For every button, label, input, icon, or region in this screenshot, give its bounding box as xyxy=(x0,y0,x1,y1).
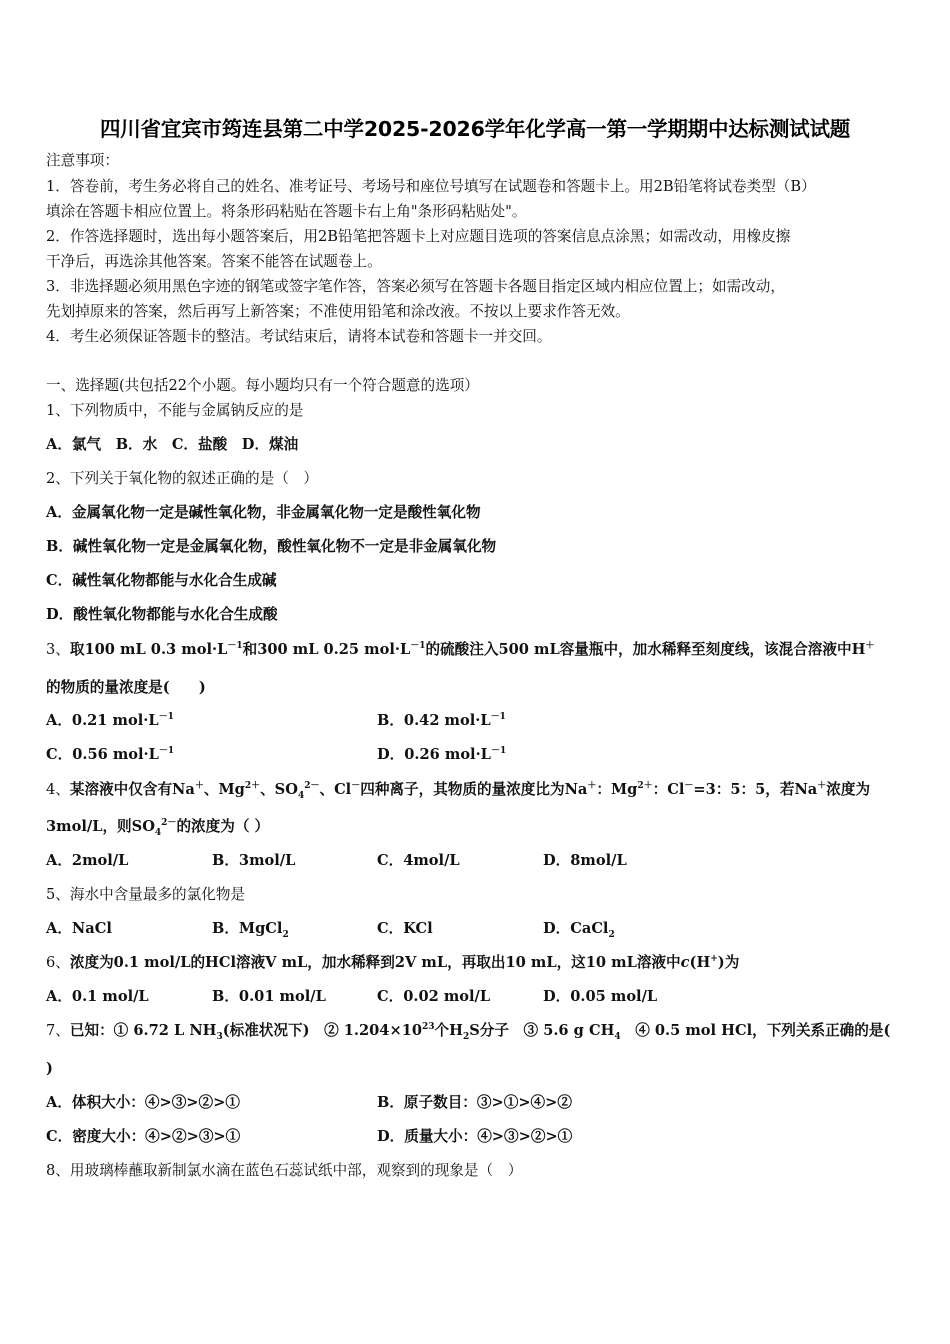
question-3-option-d: D．0.26 $mol\cdot L^{-1}$ xyxy=(377,746,507,763)
question-4-option-d: D．8mol/L xyxy=(543,852,627,869)
question-2-option-a: A．金属氧化物一定是碱性氧化物，非金属氧化物一定是酸性氧化物 xyxy=(46,504,481,521)
question-4-option-a: A．2mol/L xyxy=(46,852,129,869)
question-3-option-a: A．0.21 $mol\cdot L^{-1}$ xyxy=(46,712,174,729)
question-4-stem-line2: 3mol/L，则$SO_4^{2-}$的浓度为（ ） xyxy=(46,818,270,838)
question-2-option-c: C．碱性氧化物都能与水化合生成碱 xyxy=(46,572,277,589)
question-7-stem-line2: ) xyxy=(46,1060,53,1077)
question-4-option-c: C．4mol/L xyxy=(377,852,460,869)
question-7-option-a: A．体积大小：④>③>②>① xyxy=(46,1094,240,1111)
notice-heading: 注意事项： xyxy=(46,152,119,169)
question-4-stem: 4、某溶液中仅含有Na＋、$Mg^{2+}$、$SO_4^{2-}$、Cl－四种离子，其物质的量浓度比为Na＋：$Mg^{2+}$：Cl－=3：5：5，若Na＋浓度为 xyxy=(46,781,871,801)
question-1-stem: 1、下列物质中，不能与金属钠反应的是 xyxy=(46,402,304,419)
question-3-stem: 3、取100 mL 0.3 $mol\cdot L^{-1}$和300 mL 0.25 $mol\cdot L^{-1}$的硫酸注入500 mL容量瓶中，加水稀释至刻度线，该混合溶液中H＋ xyxy=(46,641,875,658)
question-8-stem: 8、用玻璃棒蘸取新制氯水滴在蓝色石蕊试纸中部，观察到的现象是（ ） xyxy=(46,1162,523,1179)
question-7-option-d: D．质量大小：④>③>②>① xyxy=(377,1128,573,1145)
section-heading: 一、选择题(共包括22个小题。每小题均只有一个符合题意的选项） xyxy=(46,377,479,394)
question-6-option-d: D．0.05 mol/L xyxy=(543,988,658,1005)
question-5-option-d: D．CaCl$_2$ xyxy=(543,920,615,940)
notice-line: 1．答卷前，考生务必将自己的姓名、准考证号、考场号和座位号填写在试题卷和答题卡上。用2B铅笔将试卷类型（B） xyxy=(46,178,816,195)
question-6-option-b: B．0.01 mol/L xyxy=(212,988,326,1005)
question-3-option-b: B．0.42 $mol\cdot L^{-1}$ xyxy=(377,712,506,729)
notice-line: 3．非选择题必须用黑色字迹的钢笔或签字笔作答，答案必须写在答题卡各题目指定区域内相应位置上；如需改动， xyxy=(46,278,785,295)
notice-line: 4．考生必须保证答题卡的整洁。考试结束后，请将本试卷和答题卡一并交回。 xyxy=(46,328,552,345)
question-4-option-b: B．3mol/L xyxy=(212,852,296,869)
notice-line: 2．作答选择题时，选出每小题答案后，用2B铅笔把答题卡上对应题目选项的答案信息点涂黑；如需改动，用橡皮擦 xyxy=(46,228,791,245)
question-3-stem-line2: 的物质的量浓度是( ) xyxy=(46,679,206,696)
question-6-stem: 6、浓度为0.1 mol/L的HCl溶液V mL，加水稀释到2V mL，再取出10 mL，这10 mL溶液中c(H+)为 xyxy=(46,954,740,971)
page-title: 四川省宜宾市筠连县第二中学2025-2026学年化学高一第一学期期中达标测试试题 xyxy=(99,117,851,141)
question-6-option-a: A．0.1 mol/L xyxy=(46,988,149,1005)
question-2-option-d: D．酸性氧化物都能与水化合生成酸 xyxy=(46,606,278,623)
question-7-stem: 7、已知：① 6.72 L $NH_3$(标准状况下) ② $1.204\times 10^{23}$个$H_2S$分子 ③ 5.6 g $CH_4$ ④ 0.5 mol HCl，下列关系正确的是( xyxy=(46,1022,891,1042)
question-5-option-a: A．NaCl xyxy=(46,920,112,937)
notice-line: 填涂在答题卡相应位置上。将条形码粘贴在答题卡右上角"条形码粘贴处"。 xyxy=(46,203,527,220)
question-3-option-c: C．0.56 $mol\cdot L^{-1}$ xyxy=(46,746,175,763)
question-5-option-c: C．KCl xyxy=(377,920,433,937)
question-5-option-b: B．MgCl$_2$ xyxy=(212,920,289,940)
notice-line: 干净后，再选涂其他答案。答案不能答在试题卷上。 xyxy=(46,253,382,270)
question-2-stem: 2、下列关于氧化物的叙述正确的是（ ） xyxy=(46,470,318,487)
question-6-option-c: C．0.02 mol/L xyxy=(377,988,491,1005)
question-7-option-c: C．密度大小：④>②>③>① xyxy=(46,1128,241,1145)
question-2-option-b: B．碱性氧化物一定是金属氧化物，酸性氧化物不一定是非金属氧化物 xyxy=(46,538,497,555)
question-7-option-b: B．原子数目：③>①>④>② xyxy=(377,1094,572,1111)
question-5-stem: 5、海水中含量最多的氯化物是 xyxy=(46,886,246,903)
notice-line: 先划掉原来的答案，然后再写上新答案；不准使用铅笔和涂改液。不按以上要求作答无效。 xyxy=(46,303,630,320)
question-1-options: A．氯气 B．水 C．盐酸 D．煤油 xyxy=(46,436,299,453)
